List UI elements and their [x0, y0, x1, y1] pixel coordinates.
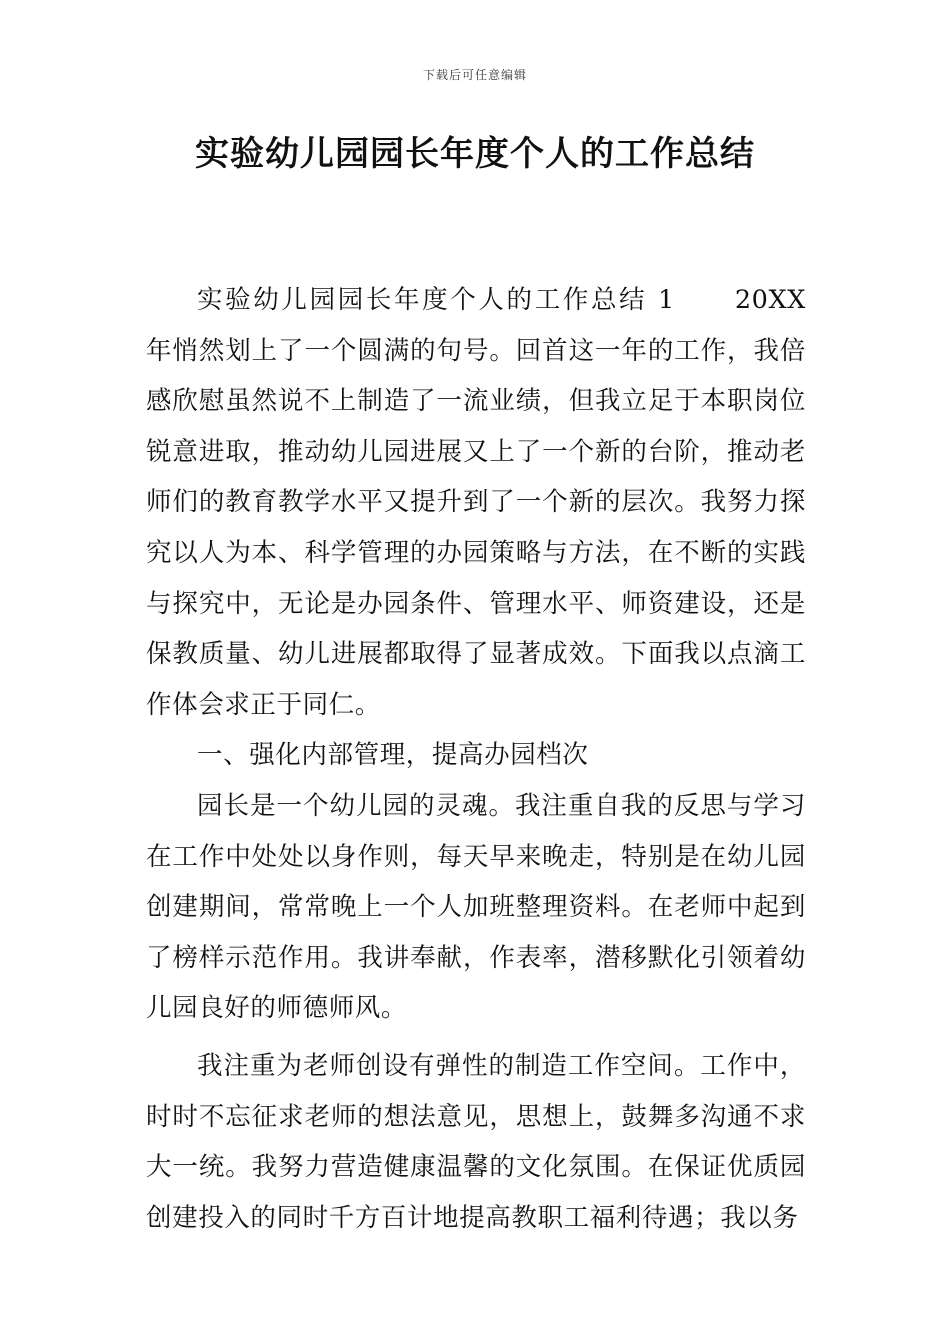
header-note: 下载后可任意编辑	[422, 68, 527, 82]
paragraph-intro	[146, 275, 806, 730]
document-body	[146, 275, 806, 1243]
document-title: 实验幼儿园园长年度个人的工作总结	[195, 134, 755, 174]
section-heading: 一、强化内部管理，提高办园档次	[197, 740, 589, 771]
paragraph-intro-lead: 实验幼儿园园长年度个人的工作总结 1	[197, 285, 675, 315]
paragraph: 我注重为老师创设有弹性的制造工作空间。工作中，时时不忘征求老师的想法意见，思想上，鼓舞多沟通不求大一统。我努力营造健康温馨的文化氛围。在保证优质园创建投入的同时千方百计地提高教职工福利待遇；我以务	[146, 1050, 806, 1233]
paragraph: 园长是一个幼儿园的灵魂。我注重自我的反思与学习在工作中处处以身作则，每天早来晚走，特别是在幼儿园创建期间，常常晚上一个人加班整理资料。在老师中起到了榜样示范作用。我讲奉献，作表率，潜移默化引领着幼儿园良好的师德师风。	[146, 790, 806, 1024]
paragraph-intro-text: 20XX 年悄然划上了一个圆满的句号。回首这一年的工作，我倍感欣慰虽然说不上制造了一流业绩，但我立足于本职岗位锐意进取，推动幼儿园进展又上了一个新的台阶，推动老师们的教育教学水平又提升到了一个新的层次。我努力探究以人为本、科学管理的办园策略与方法，在不断的实践与探究中，无论是办园条件、管理水平、师资建设，还是保教质量、幼儿进展都取得了显著成效。下面我以点滴工作体会求正于同仁。	[146, 285, 806, 720]
